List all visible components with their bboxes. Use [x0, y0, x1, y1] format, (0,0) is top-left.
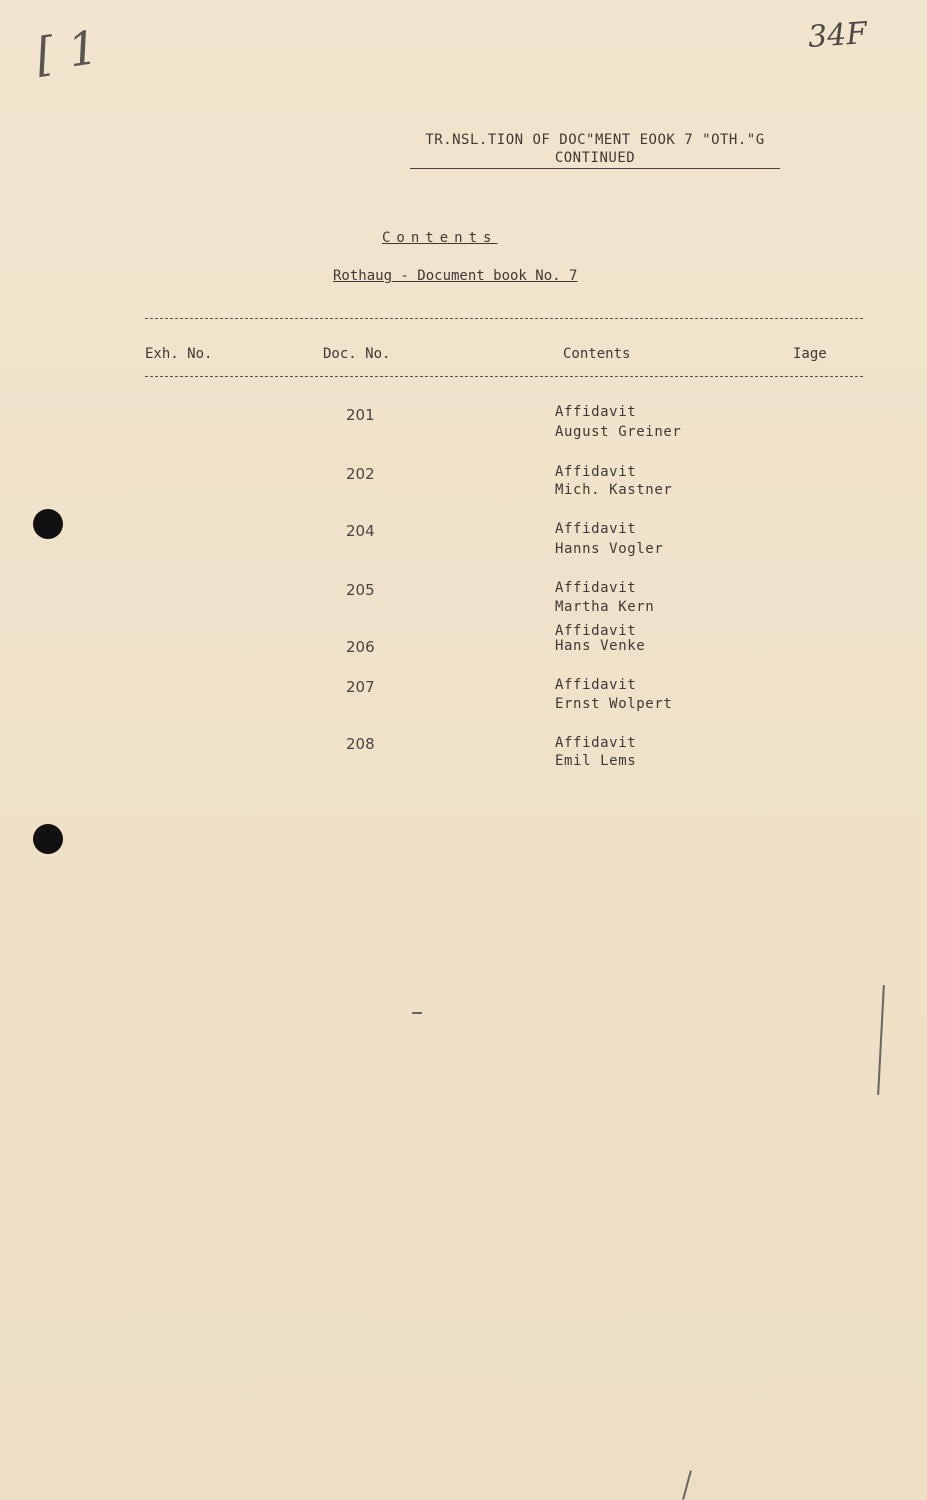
row-contents-name: Hans Venke — [555, 638, 646, 654]
row-contents-type: Affidavit — [555, 735, 637, 751]
row-contents-type: Affidavit — [555, 580, 637, 596]
handwritten-page-number: 34F — [806, 15, 869, 56]
row-contents-type: Affidavit — [555, 677, 637, 693]
column-header-doc: Doc. No. — [323, 346, 391, 362]
row-doc-number: 204 — [346, 522, 375, 540]
row-doc-number: 205 — [346, 581, 375, 599]
row-doc-number: 206 — [346, 638, 375, 656]
punch-hole-lower — [33, 824, 63, 854]
pencil-mark-bottom — [682, 1470, 691, 1499]
pencil-mark-margin — [877, 985, 885, 1095]
row-contents-type: Affidavit — [555, 464, 637, 480]
punch-hole-upper — [33, 509, 63, 539]
row-contents-name: Emil Lems — [555, 753, 637, 769]
contents-title: Contents — [382, 230, 498, 246]
row-doc-number: 202 — [346, 465, 375, 483]
header-divider — [145, 376, 863, 377]
stray-mark — [412, 1012, 422, 1014]
column-header-page: Iage — [793, 346, 827, 362]
row-doc-number: 207 — [346, 678, 375, 696]
heading-line-2: CONTINUED — [410, 150, 780, 169]
row-doc-number: 208 — [346, 735, 375, 753]
row-contents-name: Ernst Wolpert — [555, 696, 673, 712]
book-title: Rothaug - Document book No. 7 — [333, 268, 578, 284]
heading-line-1: TR.NSL.TION OF DOC"MENT EOOK 7 "OTH."G — [425, 132, 765, 148]
row-contents-type: Affidavit — [555, 623, 637, 639]
row-contents-name: Mich. Kastner — [555, 482, 673, 498]
column-header-exh: Exh. No. — [145, 346, 213, 362]
column-header-contents: Contents — [563, 346, 631, 362]
row-contents-name: Martha Kern — [555, 599, 655, 615]
row-contents-name: Hanns Vogler — [555, 541, 664, 557]
row-doc-number: 201 — [346, 406, 375, 424]
row-contents-type: Affidavit — [555, 404, 637, 420]
handwritten-mark-left: [ 1 — [32, 19, 102, 83]
top-divider — [145, 318, 863, 319]
row-contents-type: Affidavit — [555, 521, 637, 537]
row-contents-name: August Greiner — [555, 424, 682, 440]
document-heading — [410, 132, 780, 169]
